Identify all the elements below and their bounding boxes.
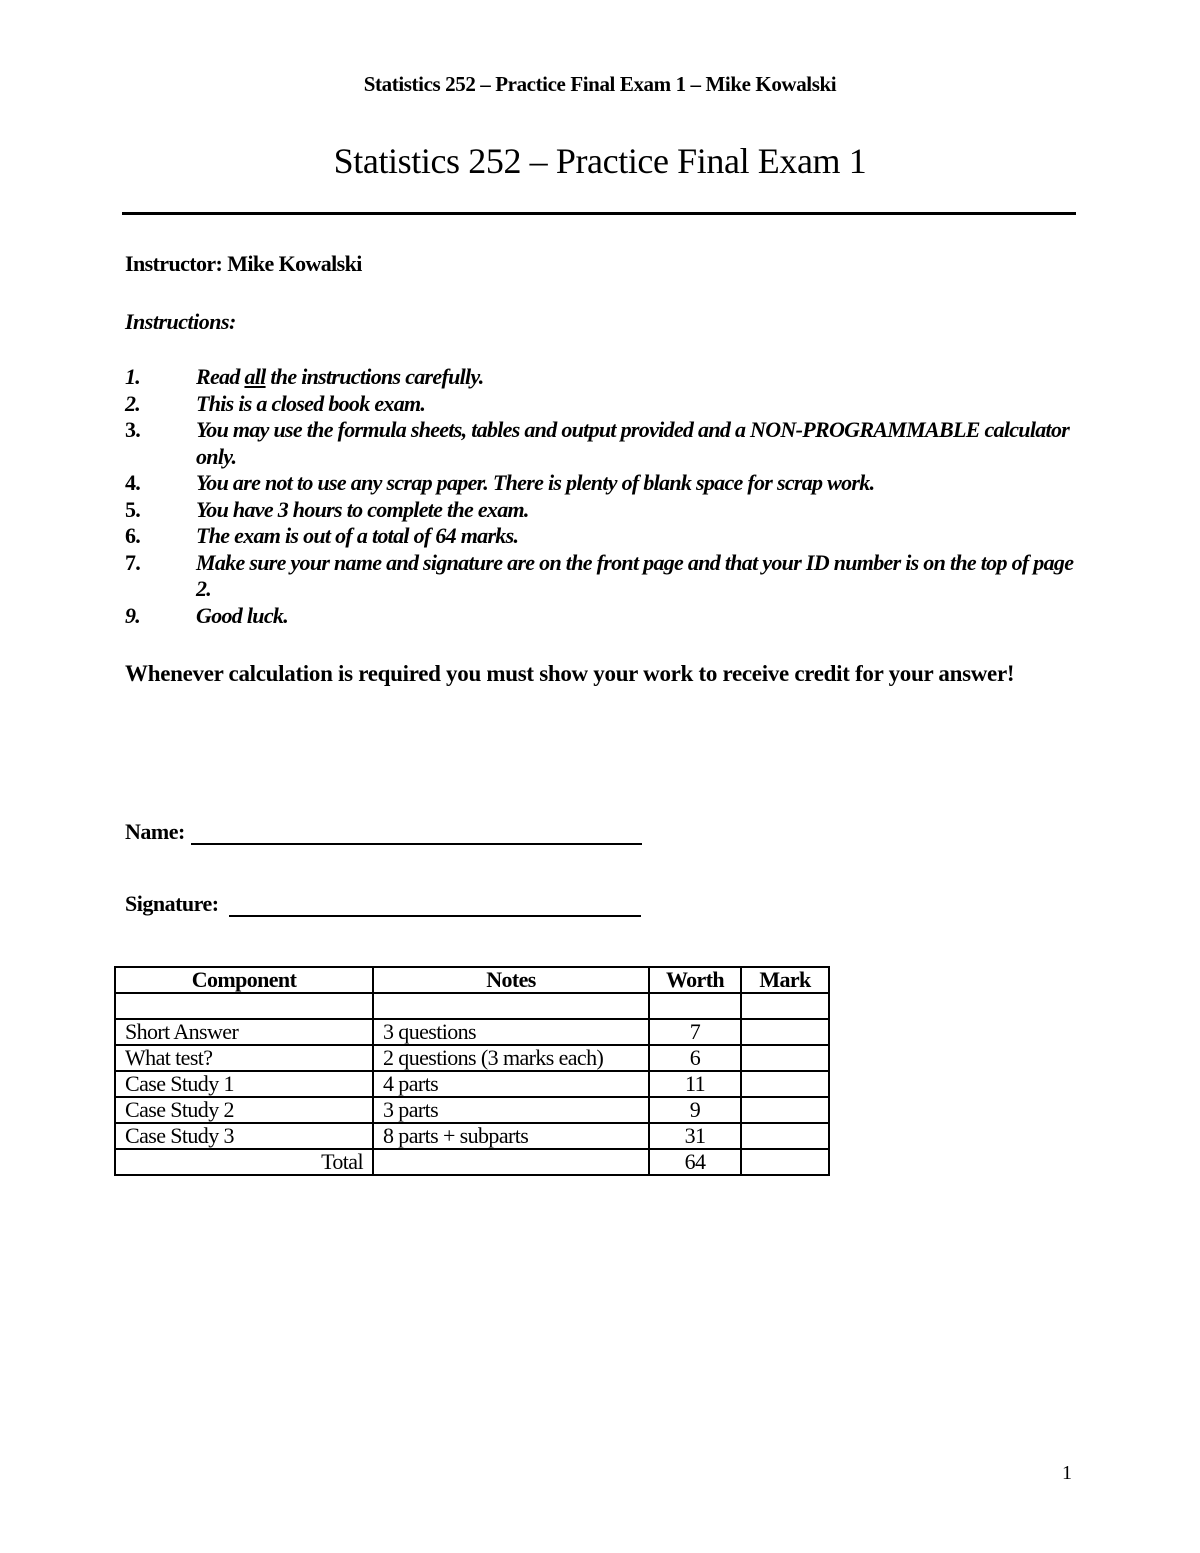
instruction-item-5 xyxy=(125,497,1075,524)
worth-cell: 7 xyxy=(649,1019,741,1045)
instructions-heading: Instructions: xyxy=(125,309,236,334)
instruction-item-7 xyxy=(125,550,1075,603)
total-mark-cell xyxy=(741,1149,829,1175)
worth-cell: 9 xyxy=(649,1097,741,1123)
notes-cell: 2 questions (3 marks each) xyxy=(373,1045,649,1071)
component-cell: Case Study 2 xyxy=(115,1097,373,1123)
component-cell: What test? xyxy=(115,1045,373,1071)
page-number: 1 xyxy=(1062,1462,1072,1484)
instructor-line xyxy=(125,251,362,277)
total-label: Total xyxy=(115,1149,373,1175)
notes-cell: 4 parts xyxy=(373,1071,649,1097)
instruction-item-9 xyxy=(125,603,1075,630)
mark-cell xyxy=(741,1019,829,1045)
worth-cell: 11 xyxy=(649,1071,741,1097)
mark-cell xyxy=(741,1123,829,1149)
notes-cell: 3 parts xyxy=(373,1097,649,1123)
table-cell xyxy=(741,993,829,1019)
instruction-number: 9. xyxy=(125,602,141,628)
page-title: Statistics 252 – Practice Final Exam 1 xyxy=(333,141,867,181)
instructions-list xyxy=(125,364,1075,629)
table-total-row xyxy=(115,1149,829,1175)
instruction-item-4 xyxy=(125,470,1075,497)
table-row xyxy=(115,1045,829,1071)
column-header-notes: Notes xyxy=(373,967,649,993)
component-cell: Case Study 3 xyxy=(115,1123,373,1149)
instruction-text-post: the instructions carefully. xyxy=(265,364,484,389)
instruction-text: Make sure your name and signature are on the front page and that your ID number is on the top of page 2. xyxy=(196,549,1074,601)
instruction-number: 4. xyxy=(125,470,141,495)
table-cell xyxy=(649,993,741,1019)
instruction-text: You may use the formula sheets, tables and output provided and a NON-PROGRAMMABLE calculator only. xyxy=(196,417,1070,469)
instruction-number: 2. xyxy=(125,390,141,416)
instruction-number: 6. xyxy=(125,523,141,548)
instruction-text: You are not to use any scrap paper. There is plenty of blank space for scrap work. xyxy=(196,470,875,495)
worth-cell: 6 xyxy=(649,1045,741,1071)
marks-table xyxy=(114,966,830,1176)
instruction-number: 3. xyxy=(125,417,141,442)
instruction-item-1 xyxy=(125,364,1075,391)
component-cell: Short Answer xyxy=(115,1019,373,1045)
column-header-component: Component xyxy=(115,967,373,993)
column-header-mark: Mark xyxy=(741,967,829,993)
table-cell xyxy=(373,1149,649,1175)
instruction-text: The exam is out of a total of 64 marks. xyxy=(196,523,519,548)
instructor-name: Mike Kowalski xyxy=(227,251,362,276)
worth-cell: 31 xyxy=(649,1123,741,1149)
table-row-blank xyxy=(115,993,829,1019)
name-input-line[interactable] xyxy=(191,843,642,845)
title-divider xyxy=(122,212,1076,215)
table-row xyxy=(115,1123,829,1149)
table-row xyxy=(115,1097,829,1123)
table-cell xyxy=(115,993,373,1019)
instruction-number: 1. xyxy=(125,364,141,389)
mark-cell xyxy=(741,1071,829,1097)
instruction-item-6 xyxy=(125,523,1075,550)
signature-input-line[interactable] xyxy=(229,915,641,917)
notes-cell: 8 parts + subparts xyxy=(373,1123,649,1149)
table-header-row xyxy=(115,967,829,993)
running-header: Statistics 252 – Practice Final Exam 1 – Mike Kowalski xyxy=(363,72,837,96)
column-header-worth: Worth xyxy=(649,967,741,993)
notes-cell: 3 questions xyxy=(373,1019,649,1045)
instruction-item-2 xyxy=(125,391,1075,418)
mark-cell xyxy=(741,1045,829,1071)
name-field xyxy=(125,819,185,845)
instruction-item-3 xyxy=(125,417,1075,470)
mark-cell xyxy=(741,1097,829,1123)
instruction-number: 5. xyxy=(125,496,141,522)
signature-field xyxy=(125,891,219,917)
total-worth: 64 xyxy=(649,1149,741,1175)
name-label: Name: xyxy=(125,819,185,844)
instruction-text: This is a closed book exam. xyxy=(196,390,426,416)
instructor-label: Instructor: xyxy=(125,251,223,276)
instruction-text-emphasis: all xyxy=(244,364,266,389)
signature-label: Signature: xyxy=(125,891,219,916)
instruction-text: Good luck. xyxy=(196,602,289,628)
instruction-number: 7. xyxy=(125,549,141,575)
instruction-text xyxy=(196,364,484,389)
show-work-warning: Whenever calculation is required you must show your work to receive credit for your answer! xyxy=(125,661,1015,686)
instruction-text-pre: Read xyxy=(196,364,245,389)
instruction-text: You have 3 hours to complete the exam. xyxy=(196,496,529,522)
table-row xyxy=(115,1071,829,1097)
table-row xyxy=(115,1019,829,1045)
table-cell xyxy=(373,993,649,1019)
component-cell: Case Study 1 xyxy=(115,1071,373,1097)
